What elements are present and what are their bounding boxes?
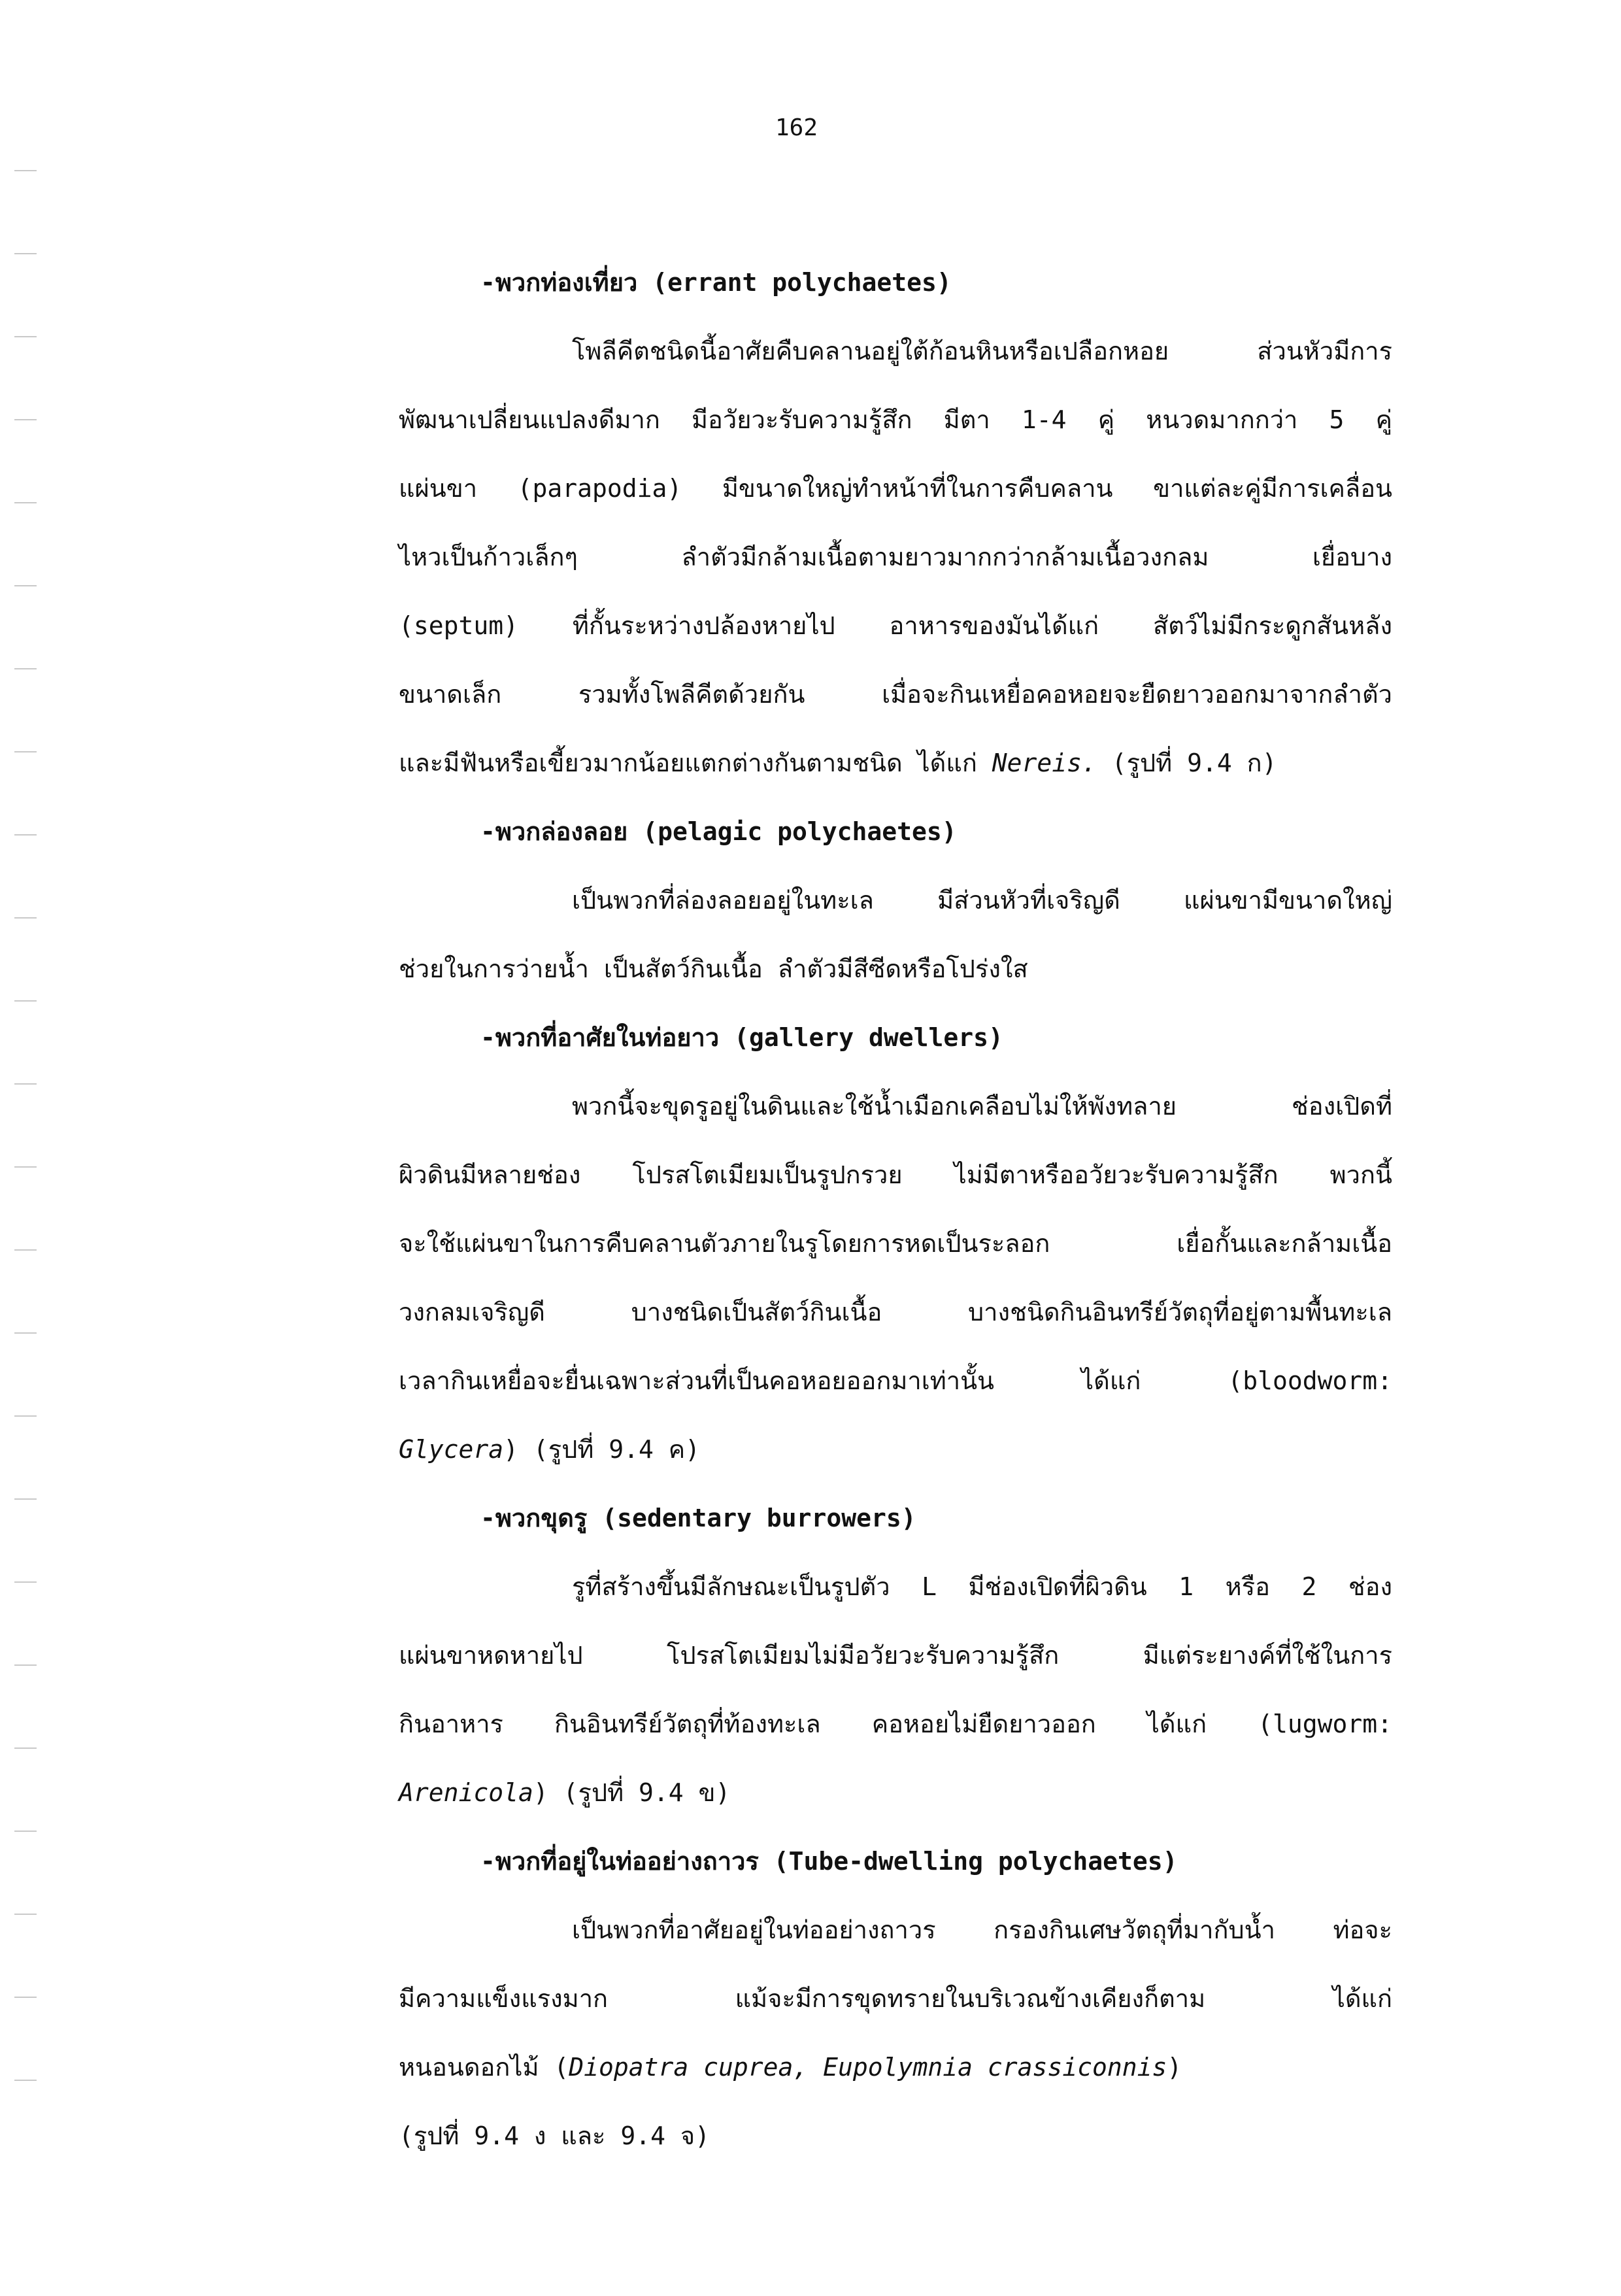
species-name: Nereis. xyxy=(992,749,1097,777)
paragraph-line: พวกนี้จะขุดรูอยู่ในดินและใช้น้ำเมือกเคลือบไม่ให้พังทลาย ช่องเปิดที่ xyxy=(572,1092,1392,1121)
text-column xyxy=(399,248,1392,2170)
paragraph-line xyxy=(399,1759,1392,1827)
page-number: 162 xyxy=(775,114,818,141)
paragraph-line xyxy=(399,2033,1392,2102)
paragraph-line: ช่วยในการว่ายน้ำ เป็นสัตว์กินเนื้อ ลำตัวมีสีซีดหรือโปร่งใส xyxy=(399,954,1028,983)
paragraph-line: วงกลมเจริญดี บางชนิดเป็นสัตว์กินเนื้อ บางชนิดกินอินทรีย์วัตถุที่อยู่ตามพื้นทะเล xyxy=(399,1298,1392,1326)
paragraph-line: แผ่นขา (parapodia) มีขนาดใหญ่ทำหน้าที่ในการคืบคลาน ขาแต่ละคู่มีการเคลื่อน xyxy=(399,474,1392,503)
paragraph-line: โพลีคีตชนิดนี้อาศัยคืบคลานอยู่ใต้ก้อนหินหรือเปลือกหอย ส่วนหัวมีการ xyxy=(572,337,1392,365)
paragraph-line xyxy=(399,729,1392,798)
paragraph-line: เวลากินเหยื่อจะยื่นเฉพาะส่วนที่เป็นคอหอยออกมาเท่านั้น ได้แก่ (bloodworm: xyxy=(399,1366,1392,1395)
scan-margin-marks xyxy=(14,170,41,2262)
species-name: Arenicola xyxy=(399,1778,533,1807)
paragraph-line: มีความแข็งแรงมาก แม้จะมีการขุดทรายในบริเวณข้างเคียงก็ตาม ได้แก่ xyxy=(399,1984,1392,2013)
figure-reference: ) (รูปที่ 9.4 ข) xyxy=(533,1778,731,1807)
section-heading-tube-dwelling: -พวกที่อยู่ในท่ออย่างถาวร (Tube-dwelling polychaetes) xyxy=(480,1847,1178,1876)
paragraph-line xyxy=(399,1415,1392,1484)
paragraph-line: ไหวเป็นก้าวเล็กๆ ลำตัวมีกล้ามเนื้อตามยาวมากกว่ากล้ามเนื้อวงกลม เยื่อบาง xyxy=(399,543,1392,571)
paragraph-line: แผ่นขาหดหายไป โปรสโตเมียมไม่มีอวัยวะรับความรู้สึก มีแต่ระยางค์ที่ใช้ในการ xyxy=(399,1641,1392,1670)
paragraph-line: จะใช้แผ่นขาในการคืบคลานตัวภายในรูโดยการหดเป็นระลอก เยื่อกั้นและกล้ามเนื้อ xyxy=(399,1229,1392,1258)
section-heading-errant: -พวกท่องเที่ยว (errant polychaetes) xyxy=(480,268,952,297)
paragraph-line: พัฒนาเปลี่ยนแปลงดีมาก มีอวัยวะรับความรู้สึก มีตา 1-4 คู่ หนวดมากกว่า 5 คู่ xyxy=(399,405,1392,434)
text-run: และมีฟันหรือเขี้ยวมากน้อยแตกต่างกันตามชนิด ได้แก่ xyxy=(399,749,992,777)
section-heading-pelagic: -พวกล่องลอย (pelagic polychaetes) xyxy=(480,817,957,846)
paragraph-line: กินอาหาร กินอินทรีย์วัตถุที่ท้องทะเล คอหอยไม่ยืดยาวออก ได้แก่ (lugworm: xyxy=(399,1710,1392,1738)
paragraph-line: (septum) ที่กั้นระหว่างปล้องหายไป อาหารของมันได้แก่ สัตว์ไม่มีกระดูกสันหลัง xyxy=(399,611,1392,640)
paragraph-line: ขนาดเล็ก รวมทั้งโพลีคีตด้วยกัน เมื่อจะกินเหยื่อคอหอยจะยืดยาวออกมาจากลำตัว xyxy=(399,680,1392,709)
figure-reference: (รูปที่ 9.4 ง และ 9.4 จ) xyxy=(399,2121,710,2150)
text-run: ) xyxy=(1167,2053,1182,2082)
species-name: Glycera xyxy=(399,1435,504,1464)
paragraph-line: ผิวดินมีหลายช่อง โปรสโตเมียมเป็นรูปกรวย ไม่มีตาหรืออวัยวะรับความรู้สึก พวกนี้ xyxy=(399,1160,1392,1189)
paragraph-line: เป็นพวกที่อาศัยอยู่ในท่ออย่างถาวร กรองกินเศษวัตถุที่มากับน้ำ ท่อจะ xyxy=(572,1916,1392,1944)
figure-reference: ) (รูปที่ 9.4 ค) xyxy=(503,1435,701,1464)
paragraph-line: รูที่สร้างขึ้นมีลักษณะเป็นรูปตัว L มีช่องเปิดที่ผิวดิน 1 หรือ 2 ช่อง xyxy=(572,1572,1392,1601)
section-heading-gallery-dwellers: -พวกที่อาศัยในท่อยาว (gallery dwellers) xyxy=(480,1023,1003,1052)
paragraph-line: เป็นพวกที่ล่องลอยอยู่ในทะเล มีส่วนหัวที่เจริญดี แผ่นขามีขนาดใหญ่ xyxy=(572,886,1392,915)
species-name: Diopatra cuprea, Eupolymnia crassiconnis xyxy=(569,2053,1167,2082)
figure-reference: (รูปที่ 9.4 ก) xyxy=(1096,749,1277,777)
section-heading-sedentary-burrowers: -พวกขุดรู (sedentary burrowers) xyxy=(480,1504,916,1532)
text-run: หนอนดอกไม้ ( xyxy=(399,2053,569,2082)
